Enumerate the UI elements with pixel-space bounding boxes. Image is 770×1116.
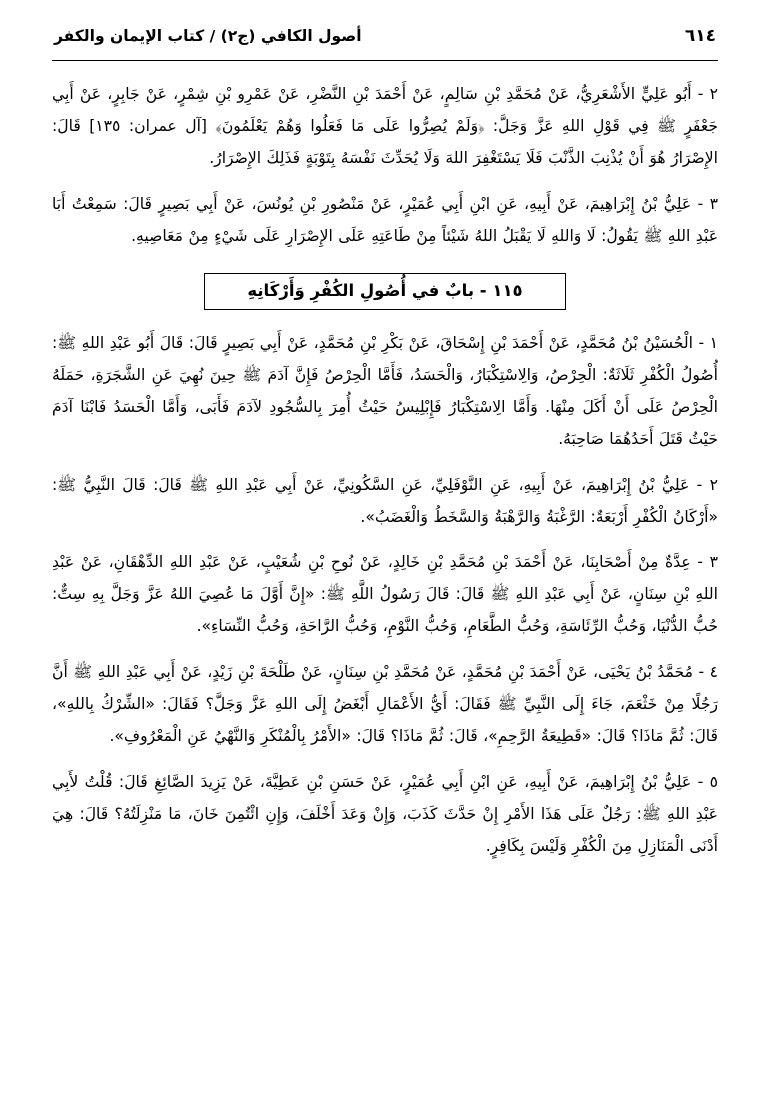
hadith-paragraph-2: ٢ - عَلِيُّ بْنُ إِبْرَاهِيمَ، عَنْ أَبِيهِ، عَنِ النَّوْفَلِيِّ، عَنِ السَّكُونِيِّ، عَنْ أَبِي عَبْدِ اللهِ ﷺ قَالَ: قَالَ النَّبِيُّ ﷺ: «أَرْكَانُ الْكُفْرِ أَرْبَعَةٌ: الرَّغْبَةُ وَالرَّهْبَةُ وَالسَّخَطُ وَالْغَضَبُ». xyxy=(52,475,718,526)
hadith-paragraph-1: ١ - الْحُسَيْنُ بْنُ مُحَمَّدٍ، عَنْ أَحْمَدَ بْنِ إِسْحَاقَ، عَنْ بَكْرِ بْنِ مُحَمَّدٍ، عَنْ أَبِي بَصِيرٍ قَالَ: قَالَ أَبُو عَبْدِ اللهِ ﷺ: أُصُولُ الْكُفْرِ ثَلَاثَةٌ: الْحِرْصُ، وَالِاسْتِكْبَارُ، وَالْحَسَدُ، فَأَمَّا الْحِرْصُ فَإِنَّ آدَمَ ﷺ حِينَ نُهِيَ عَنِ الشَّجَرَةِ، حَمَلَهُ الْحِرْصُ عَلَى أَنْ أَكَلَ مِنْهَا. وَأَمَّا الِاسْتِكْبَارُ فَإِبْلِيسُ حَيْثُ أُمِرَ بِالسُّجُودِ لآدَمَ فَأَبَى، وَأَمَّا الْحَسَدُ فَابْنَا آدَمَ حَيْثُ قَتَلَ أَحَدُهُمَا صَاحِبَهُ. xyxy=(52,333,718,448)
hadith-paragraph-prev-2: ٢ - أَبُو عَلِيٍّ الأَشْعَرِيُّ، عَنْ مُحَمَّدِ بْنِ سَالِمٍ، عَنْ أَحْمَدَ بْنِ النَّضْرِ، عَنْ عَمْرِو بْنِ شِمْرٍ، عَنْ جَابِرٍ، عَنْ أَبِي جَعْفَرٍ ﷺ فِي قَوْلِ اللهِ عَزَّ وَجَلَّ: ﴿وَلَمْ يُصِرُّوا عَلَى مَا فَعَلُوا وَهُمْ يَعْلَمُونَ﴾ [آل عمران: ١٣٥] قَالَ: الإِصْرَارُ هُوَ أَنْ يُذْنِبَ الذَّنْبَ فَلَا يَسْتَغْفِرَ اللهَ وَلَا يُحَدِّثَ نَفْسَهُ بِتَوْبَةٍ فَذَلِكَ الإِصْرَارُ. xyxy=(52,85,718,167)
hadith-paragraph-prev-3: ٣ - عَلِيُّ بْنُ إِبْرَاهِيمَ، عَنْ أَبِيهِ، عَنِ ابْنِ أَبِي عُمَيْرٍ، عَنْ مَنْصُورِ بْنِ يُونُسَ، عَنْ أَبِي بَصِيرٍ قَالَ: سَمِعْتُ أَبَا عَبْدِ اللهِ ﷺ يَقُولُ: لَا وَاللهِ لَا يَقْبَلُ اللهُ شَيْئاً مِنْ طَاعَتِهِ عَلَى الإِصْرَارِ عَلَى شَيْءٍ مِنْ مَعَاصِيهِ. xyxy=(52,194,718,245)
header-divider xyxy=(52,60,718,61)
hadith-paragraph-4: ٤ - مُحَمَّدُ بْنُ يَحْيَى، عَنْ أَحْمَدَ بْنِ مُحَمَّدٍ، عَنْ مُحَمَّدِ بْنِ سِنَانٍ، عَنْ طَلْحَةَ بْنِ زَيْدٍ، عَنْ أَبِي عَبْدِ اللهِ ﷺ أَنَّ رَجُلًا مِنْ خَثْعَمَ، جَاءَ إِلَى النَّبِيِّ ﷺ فَقَالَ: أَيُّ الأَعْمَالِ أَبْغَضُ إِلَى اللهِ عَزَّ وَجَلَّ؟ فَقَالَ: «الشِّرْكُ بِاللهِ»، قَالَ: ثُمَّ مَاذَا؟ قَالَ: «قَطِيعَةُ الرَّحِمِ»، قَالَ: ثُمَّ مَاذَا؟ قَالَ: «الأَمْرُ بِالْمُنْكَرِ وَالنَّهْيُ عَنِ الْمَعْرُوفِ». xyxy=(52,663,718,746)
page-header xyxy=(52,26,718,46)
hadith-paragraph-3: ٣ - عِدَّةٌ مِنْ أَصْحَابِنَا، عَنْ أَحْمَدَ بْنِ مُحَمَّدِ بْنِ خَالِدٍ، عَنْ نُوحِ بْنِ شُعَيْبٍ، عَنْ عَبْدِ اللهِ الدِّهْقَانِ، عَنْ عَبْدِ اللهِ بْنِ سِنَانٍ، عَنْ أَبِي عَبْدِ اللهِ ﷺ قَالَ: قَالَ رَسُولُ اللَّهِ ﷺ: «إِنَّ أَوَّلَ مَا عُصِيَ اللهُ عَزَّ وَجَلَّ بِهِ سِتٌّ: حُبُّ الدُّنْيَا، وَحُبُّ الرِّئَاسَةِ، وَحُبُّ الطَّعَامِ، وَحُبُّ النَّوْمِ، وَحُبُّ الرَّاحَةِ، وَحُبُّ النِّسَاءِ». xyxy=(52,553,718,636)
chapter-heading-text: ١١٥ - بابٌ في أُصُولِ الكُفْرِ وَأَرْكَانِهِ xyxy=(247,280,523,300)
book-title: أصول الكافي (ج٢) / كتاب الإيمان والكفر xyxy=(54,27,362,45)
chapter-heading-wrapper xyxy=(52,273,718,310)
hadith-paragraph-5: ٥ - عَلِيُّ بْنُ إِبْرَاهِيمَ، عَنْ أَبِيهِ، عَنِ ابْنِ أَبِي عُمَيْرٍ، عَنْ حَسَنِ بْنِ عَطِيَّةَ، عَنْ يَزِيدَ الصَّائِغِ قَالَ: قُلْتُ لأَبِي عَبْدِ اللهِ ﷺ: رَجُلٌ عَلَى هَذَا الأَمْرِ إِنْ حَدَّثَ كَذَبَ، وَإِنْ وَعَدَ أَخْلَفَ، وَإِنِ ائْتُمِنَ خَانَ، مَا مَنْزِلَتُهُ؟ قَالَ: هِيَ أَدْنَى الْمَنَازِلِ مِنَ الْكُفْرِ وَلَيْسَ بِكَافِرٍ. xyxy=(52,773,718,856)
page-number: ٦١٤ xyxy=(684,26,716,46)
chapter-heading-box xyxy=(204,273,566,310)
